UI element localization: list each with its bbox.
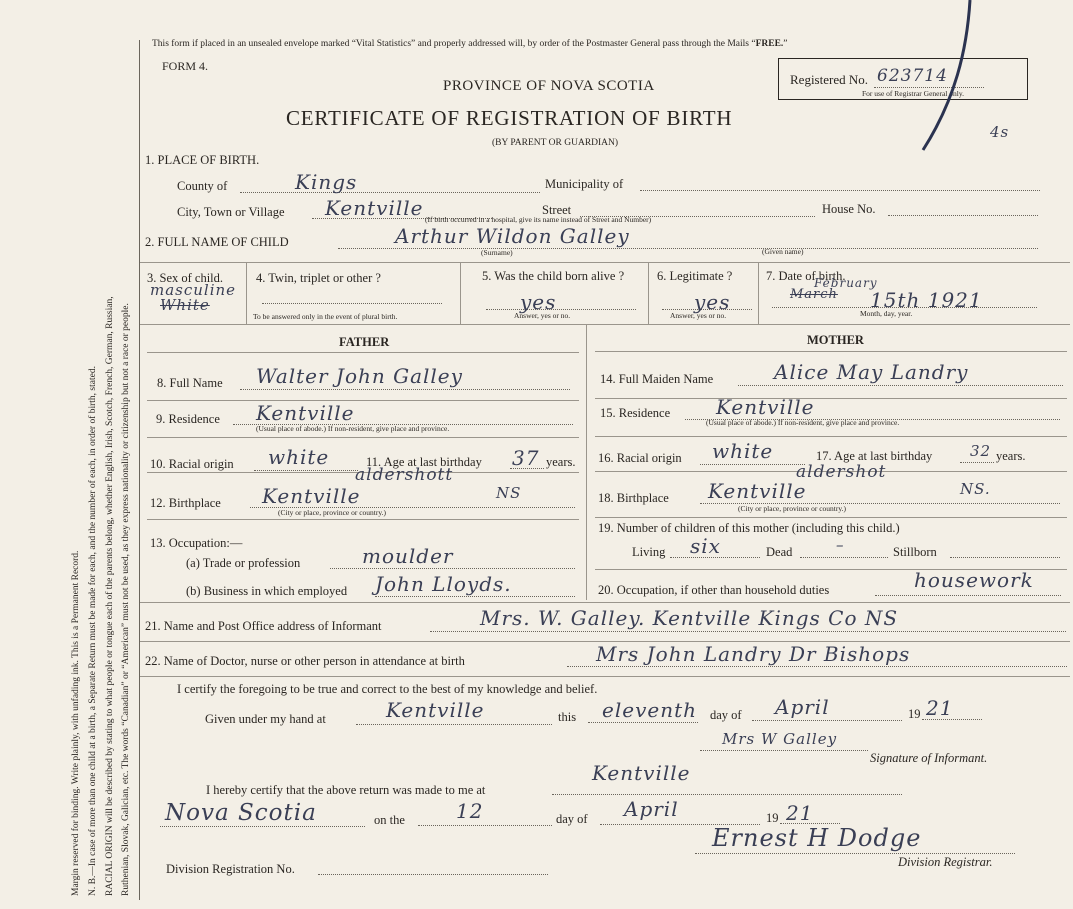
registrar-year-prefix: 19 <box>766 811 779 825</box>
sex-struck-value: White <box>160 296 210 314</box>
doctor-label: 22. Name of Doctor, nurse or other person in attendance at birth <box>145 654 465 668</box>
father-name-label: 8. Full Name <box>157 376 223 390</box>
living-value: six <box>690 534 721 558</box>
registered-number: 623714 <box>877 66 948 86</box>
legit-value: yes <box>694 290 731 314</box>
sidebar-line-4: Ruthenian, Slovak, Galician, etc. The words “Canadian” or “American” must not be used, as they express nationality or citizenship but not a race or people. <box>121 303 131 896</box>
sex-label: 3. Sex of child. <box>147 271 224 285</box>
mother-race-value: white <box>712 439 774 463</box>
mother-occupation-value: housework <box>914 568 1034 592</box>
alive-value: yes <box>520 290 557 314</box>
father-heading: FATHER <box>339 335 390 349</box>
city-value: Kentville <box>325 196 424 220</box>
mother-birthplace-note: (City or place, province or country.) <box>738 504 847 513</box>
legit-label: 6. Legitimate ? <box>657 269 733 283</box>
father-birthplace-label: 12. Birthplace <box>150 496 221 510</box>
dob-label: 7. Date of birth. <box>766 269 846 283</box>
registrar-label: Division Registrar. <box>898 855 993 869</box>
mother-name-value: Alice May Landry <box>774 360 969 384</box>
registrar-signature: Ernest H Dodge <box>712 824 922 852</box>
postal-note: This form if placed in an unsealed envelope marked “Vital Statistics” and properly addressed will, by order of the Postmaster General pass through the Mails “FREE.” <box>152 39 788 49</box>
on-the-label: on the <box>374 813 405 827</box>
city-label: City, Town or Village <box>177 205 285 219</box>
dob-struck-month: March <box>790 287 838 302</box>
father-birthplace-value: Kentville <box>262 484 361 508</box>
this-label: this <box>558 710 577 724</box>
given-label: Given under my hand at <box>205 712 326 726</box>
sidebar-line-2: N. B.—In case of more than one child at a birth, a Separate Return must be made for each, and the number of each, in order of birth, stated. <box>88 366 98 896</box>
given-year-value: 21 <box>926 696 954 720</box>
certify-line: I certify the foregoing to be true and correct to the best of my knowledge and belief. <box>177 682 598 696</box>
mother-birthplace-prov: NS. <box>960 480 991 498</box>
place-heading: 1. PLACE OF BIRTH. <box>145 153 260 167</box>
registrar-place-value: Kentville <box>592 761 691 785</box>
trade-label: (a) Trade or profession <box>186 556 301 570</box>
stillborn-label: Stillborn <box>893 545 937 559</box>
informant-value: Mrs. W. Galley. Kentville Kings Co NS <box>480 606 899 630</box>
mother-age-value: 32 <box>970 442 992 460</box>
mother-birthplace-above: aldershot <box>796 462 887 482</box>
father-birthplace-above: aldershott <box>355 465 454 485</box>
registrar-day-value: 12 <box>456 799 484 823</box>
child-name-label: 2. FULL NAME OF CHILD <box>145 235 289 249</box>
registrar-day-of-label: day of <box>556 812 588 826</box>
county-label: County of <box>177 179 228 193</box>
margin-rule <box>139 40 140 900</box>
day-of-label: day of <box>710 708 742 722</box>
given-year-prefix: 19 <box>908 707 921 721</box>
dead-label: Dead <box>766 545 793 559</box>
mother-race-label: 16. Racial origin <box>598 451 682 465</box>
dead-value: – <box>836 536 845 554</box>
registrar-certify-line: I hereby certify that the above return was made to me at <box>206 783 486 797</box>
mother-occupation-label: 20. Occupation, if other than household duties <box>598 583 830 597</box>
mother-birthplace-label: 18. Birthplace <box>598 491 669 505</box>
father-birthplace-prov: NS <box>496 484 522 502</box>
father-birthplace-note: (City or place, province or country.) <box>278 508 387 517</box>
father-race-value: white <box>268 445 330 469</box>
father-residence-note: (Usual place of abode.) If non-resident, give place and province. <box>256 424 450 433</box>
surname-note: (Surname) <box>481 248 513 257</box>
signature-label: Signature of Informant. <box>870 751 988 765</box>
registrar-province-value: Nova Scotia <box>165 800 317 826</box>
business-label: (b) Business in which employed <box>186 584 348 598</box>
twin-note: To be answered only in the event of plural birth. <box>253 312 398 321</box>
house-label: House No. <box>822 202 876 216</box>
street-label: Street <box>542 203 572 217</box>
sex-value: masculine <box>150 281 237 299</box>
doctor-value: Mrs John Landry Dr Bishops <box>596 642 911 666</box>
registrar-year-value: 21 <box>786 801 814 825</box>
trade-value: moulder <box>362 544 454 568</box>
sidebar-line-3: RACIAL ORIGIN will be described by stating to what people or tongue each of the parents belong, whether English, Irish, Scotch, French, German, Russian, <box>105 296 115 896</box>
pen-stroke-mark <box>915 0 975 160</box>
county-value: Kings <box>295 170 358 194</box>
dob-month: February <box>814 276 878 290</box>
mother-birthplace-value: Kentville <box>708 479 807 503</box>
registered-label: Registered No. <box>790 72 868 87</box>
given-day-value: eleventh <box>602 698 698 722</box>
living-label: Living <box>632 545 666 559</box>
father-occupation-label: 13. Occupation:— <box>150 536 243 550</box>
children-count-label: 19. Number of children of this mother (including this child.) <box>598 521 900 535</box>
hospital-note: (If birth occurred in a hospital, give its name instead of Street and Number) <box>425 215 652 224</box>
given-month-value: April <box>775 695 830 719</box>
dob-note: Month, day, year. <box>860 309 913 318</box>
registrar-month-value: April <box>624 797 679 821</box>
mother-name-label: 14. Full Maiden Name <box>600 372 714 386</box>
father-residence-label: 9. Residence <box>156 412 220 426</box>
informant-label: 21. Name and Post Office address of Informant <box>145 619 382 633</box>
given-name-note: (Given name) <box>762 247 804 256</box>
form-number: FORM 4. <box>162 59 209 73</box>
father-race-label: 10. Racial origin <box>150 457 234 471</box>
alive-label: 5. Was the child born alive ? <box>482 269 625 283</box>
province-name: PROVINCE OF NOVA SCOTIA <box>443 78 655 94</box>
father-age-label: 11. Age at last birthday <box>366 455 482 469</box>
mother-residence-note: (Usual place of abode.) If non-resident, give place and province. <box>706 418 900 427</box>
informant-signature: Mrs W Galley <box>722 730 838 748</box>
mother-residence-value: Kentville <box>716 395 815 419</box>
given-place-value: Kentville <box>386 698 485 722</box>
mother-residence-label: 15. Residence <box>600 406 671 420</box>
mother-age-unit: years. <box>996 449 1026 463</box>
business-value: John Lloyds. <box>375 572 512 596</box>
father-age-value: 37 <box>512 446 540 470</box>
mother-age-label: 17. Age at last birthday <box>816 449 933 463</box>
father-name-value: Walter John Galley <box>256 364 463 388</box>
mother-heading: MOTHER <box>807 333 864 347</box>
margin-mark: 4s <box>990 123 1010 141</box>
certificate-title: CERTIFICATE OF REGISTRATION OF BIRTH <box>286 106 733 130</box>
division-registration-label: Division Registration No. <box>166 862 295 876</box>
child-name-value: Arthur Wildon Galley <box>395 224 630 248</box>
certificate-subtitle: (BY PARENT OR GUARDIAN) <box>492 138 619 148</box>
legit-note: Answer, yes or no. <box>670 311 727 320</box>
father-age-unit: years. <box>546 455 576 469</box>
father-residence-value: Kentville <box>256 401 355 425</box>
dob-value: 15th 1921 <box>870 288 983 312</box>
registrar-only-note: For use of Registrar General only. <box>862 89 964 98</box>
municipality-label: Municipality of <box>545 177 624 191</box>
sidebar-line-1: Margin reserved for binding. Write plainly, with unfading ink. This is a Permanent Record. <box>71 550 81 896</box>
twin-label: 4. Twin, triplet or other ? <box>256 271 381 285</box>
alive-note: Answer, yes or no. <box>514 311 571 320</box>
